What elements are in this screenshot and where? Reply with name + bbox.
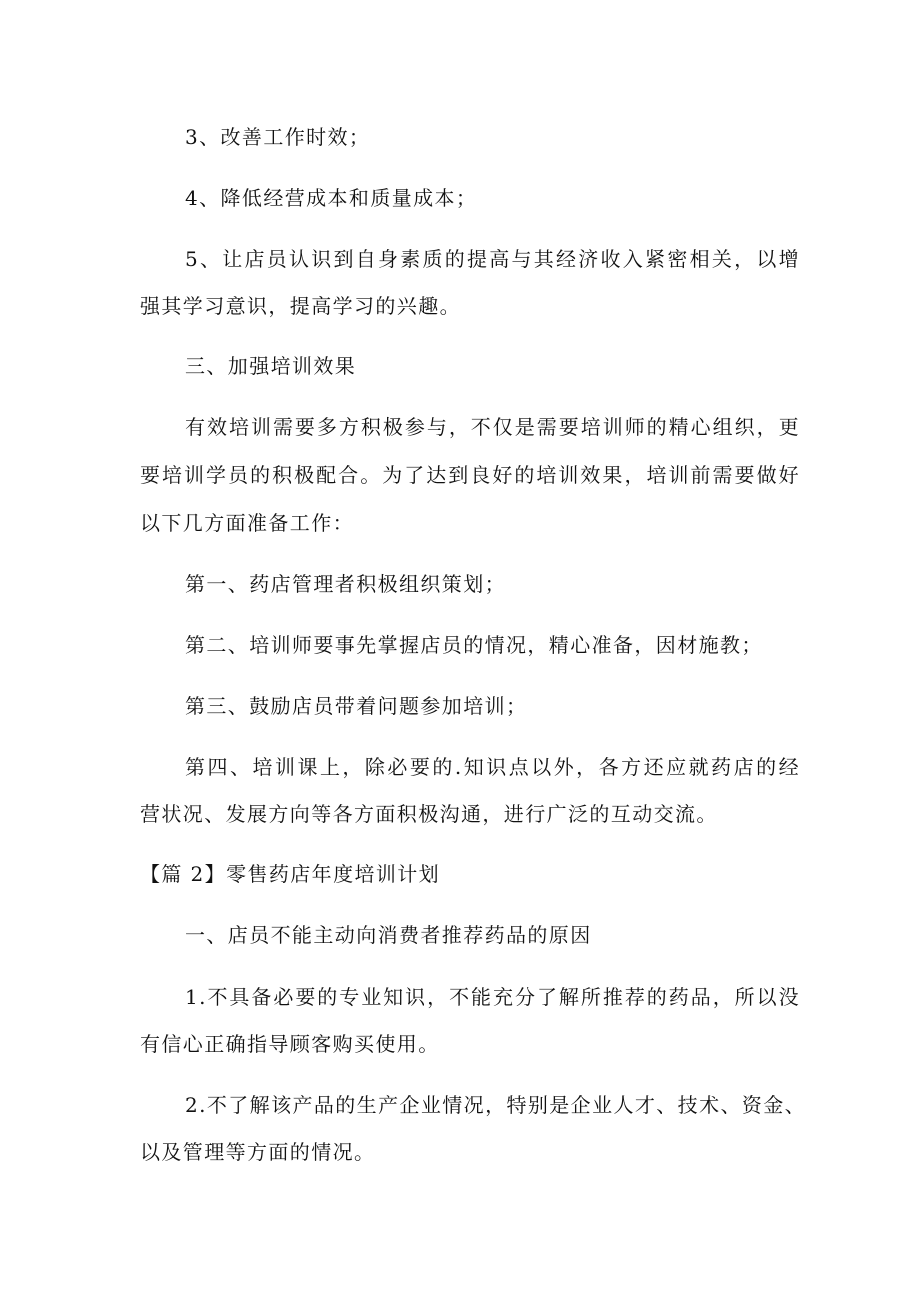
section-heading-3: 三、加强培训效果 [185, 354, 357, 378]
chapter-title: 【篇 2】零售药店年度培训计划 [140, 862, 441, 886]
reason-1-line-1: 1.不具备必要的专业知识，不能充分了解所推荐的药品，所以没 [185, 985, 800, 1009]
body-paragraph-line-3: 以下几方面准备工作： [140, 511, 354, 535]
list-item-5-line-2: 强其学习意识，提高学习的兴趣。 [140, 294, 461, 318]
body-paragraph-line-2: 要培训学员的积极配合。为了达到良好的培训效果，培训前需要做好 [140, 463, 800, 487]
list-item-3: 3、改善工作时效； [185, 125, 371, 149]
body-paragraph-line-1: 有效培训需要多方积极参与，不仅是需要培训师的精心组织，更 [185, 415, 800, 439]
step-first: 第一、药店管理者积极组织策划； [185, 572, 506, 596]
reason-2-line-1: 2.不了解该产品的生产企业情况，特别是企业人才、技术、资金、 [185, 1093, 807, 1117]
step-fourth-line-2: 营状况、发展方向等各方面积极沟通，进行广泛的互动交流。 [140, 802, 718, 826]
step-third: 第三、鼓励店员带着问题参加培训； [185, 694, 528, 718]
step-fourth-line-1: 第四、培训课上，除必要的.知识点以外，各方还应就药店的经 [185, 755, 800, 779]
reason-2-line-2: 以及管理等方面的情况。 [140, 1140, 376, 1164]
list-item-4: 4、降低经营成本和质量成本； [185, 186, 478, 210]
list-item-5-line-1: 5、让店员认识到自身素质的提高与其经济收入紧密相关，以增 [185, 247, 800, 271]
reason-1-line-2: 有信心正确指导顾客购买使用。 [140, 1032, 440, 1056]
section-heading-1: 一、店员不能主动向消费者推荐药品的原因 [185, 923, 592, 947]
step-second: 第二、培训师要事先掌握店员的情况，精心准备，因材施教； [185, 633, 763, 657]
